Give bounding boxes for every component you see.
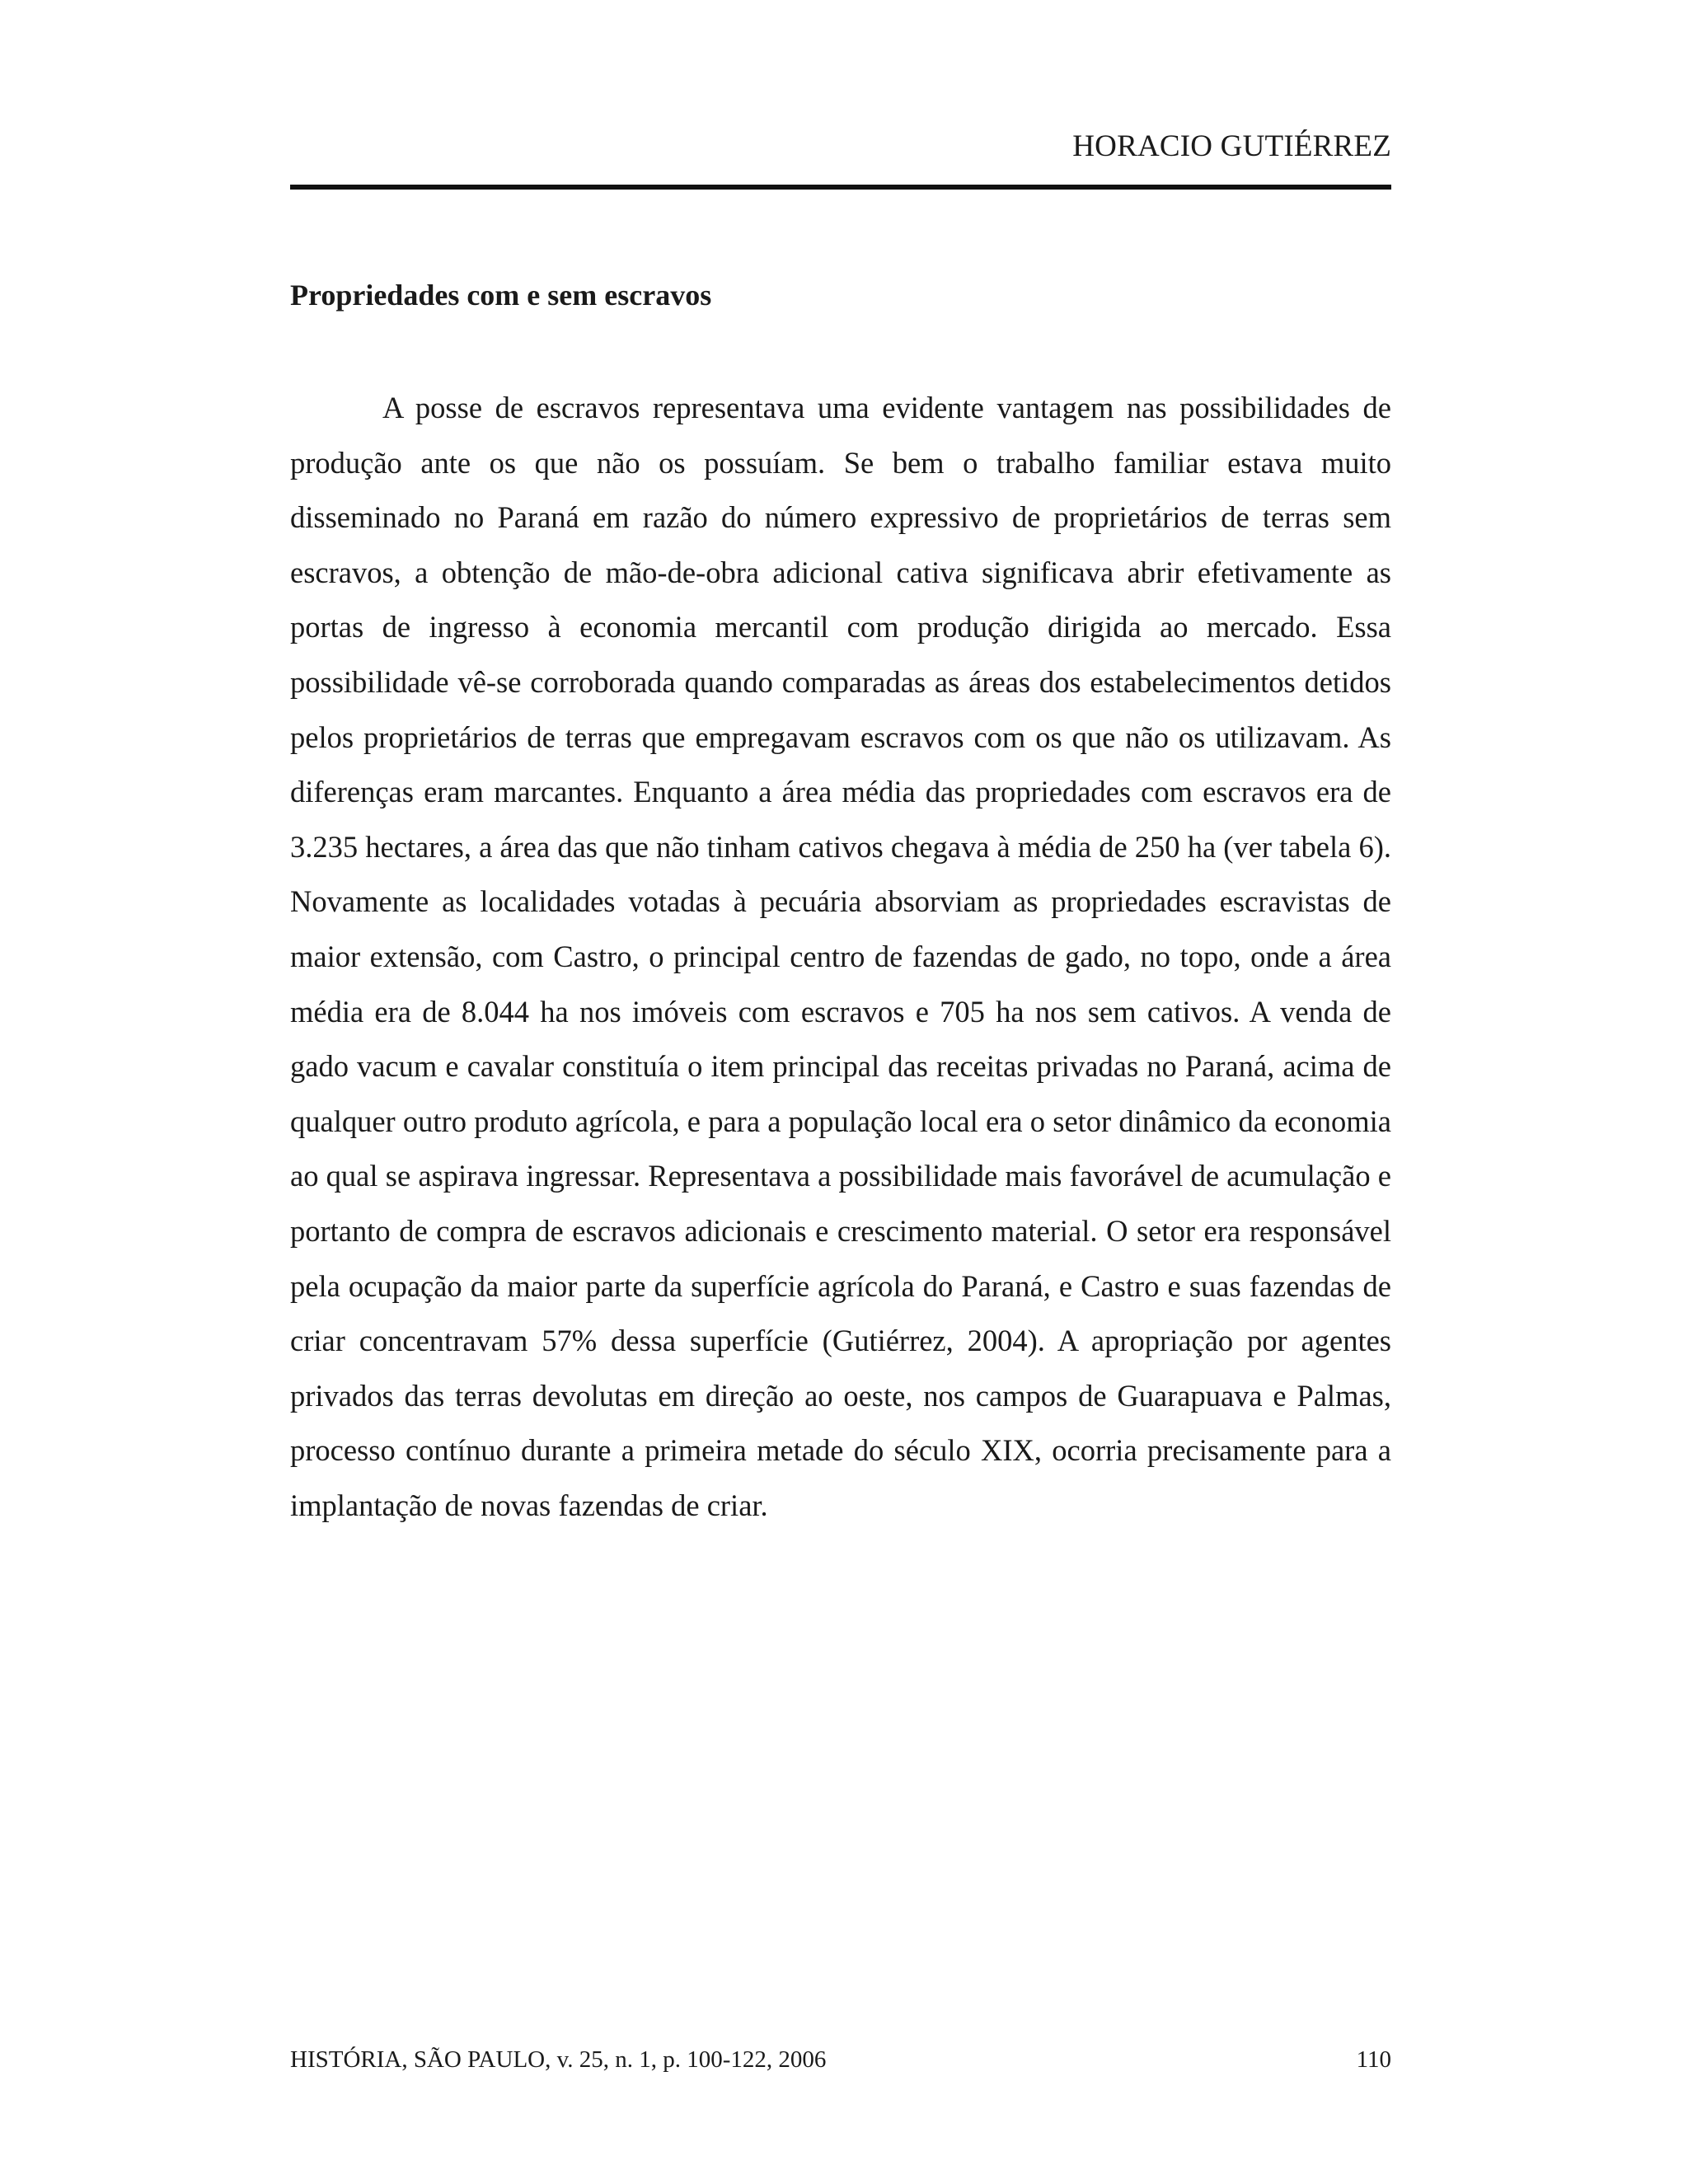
header-rule: [290, 185, 1391, 190]
running-header-author: HORACIO GUTIÉRREZ: [1072, 129, 1391, 163]
footer-citation: HISTÓRIA, SÃO PAULO, v. 25, n. 1, p. 100-122, 2006: [290, 2046, 827, 2073]
section-heading: Propriedades com e sem escravos: [290, 279, 712, 312]
body-paragraph: A posse de escravos representava uma evidente vantagem nas possibilidades de produção ante os que não os possuíam. Se bem o trabalho familiar estava muito disseminado no Paraná em razão do número expressivo de proprietários de terras sem escravos, a obtenção de mão-de-obra adicional cativa significava abrir efetivamente as portas de ingresso à economia mercantil com produção dirigida ao mercado. Essa possibilidade vê-se corroborada quando comparadas as áreas dos estabelecimentos detidos pelos proprietários de terras que empregavam escravos com os que não os utilizavam. As diferenças eram marcantes. Enquanto a área média das propriedades com escravos era de 3.235 hectares, a área das que não tinham cativos chegava à média de 250 ha (ver tabela 6). Novamente as localidades votadas à pecuária absorviam as propriedades escravistas de maior extensão, com Castro, o principal centro de fazendas de gado, no topo, onde a área média era de 8.044 ha nos imóveis com escravos e 705 ha nos sem cativos. A venda de gado vacum e cavalar constituía o item principal das receitas privadas no Paraná, acima de qualquer outro produto agrícola, e para a população local era o setor dinâmico da economia ao qual se aspirava ingressar. Representava a possibilidade mais favorável de acumulação e portanto de compra de escravos adicionais e crescimento material. O setor era responsável pela ocupação da maior parte da superfície agrícola do Paraná, e Castro e suas fazendas de criar concentravam 57% dessa superfície (Gutiérrez, 2004). A apropriação por agentes privados das terras devolutas em direção ao oeste, nos campos de Guarapuava e Palmas, processo contínuo durante a primeira metade do século XIX, ocorria precisamente para a implantação de novas fazendas de criar.: [290, 391, 1391, 1522]
page-number: 110: [1356, 2046, 1391, 2073]
